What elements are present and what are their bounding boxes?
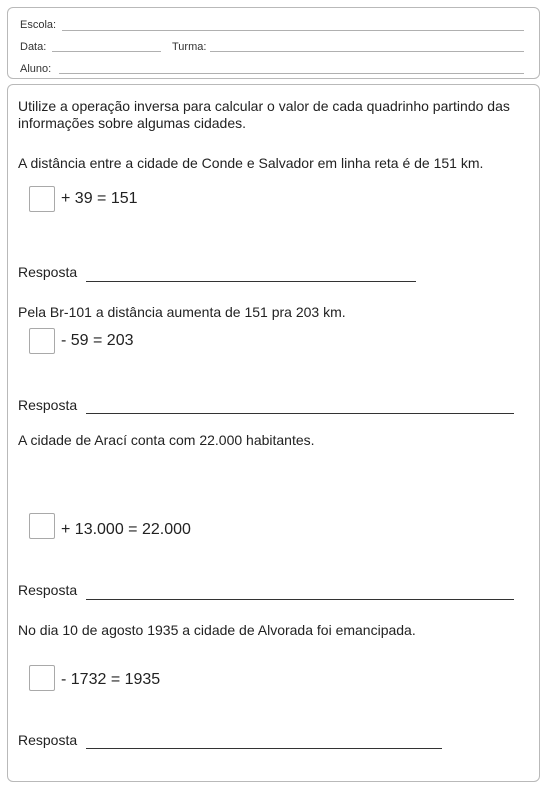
header-box	[7, 7, 540, 79]
question-4-answer-line[interactable]	[86, 748, 442, 749]
question-2-answer-box[interactable]	[29, 328, 55, 354]
instructions-text: Utilize a operação inversa para calcular o valor de cada quadrinho partindo das informações sobre algumas cidades.	[18, 98, 510, 131]
question-3-answer-label: Resposta	[18, 582, 78, 598]
student-label: Aluno:	[20, 63, 52, 75]
school-label: Escola:	[20, 19, 57, 31]
question-3-answer-line[interactable]	[86, 599, 514, 600]
class-field[interactable]	[210, 51, 524, 52]
question-3-statement: A cidade de Arací conta com 22.000 habitantes.	[18, 432, 315, 448]
question-1-statement: A distância entre a cidade de Conde e Salvador em linha reta é de 151 km.	[18, 155, 484, 171]
student-field[interactable]	[59, 73, 524, 74]
question-4-answer-label: Resposta	[18, 732, 78, 748]
class-label: Turma:	[172, 41, 207, 53]
question-1-answer-label: Resposta	[18, 264, 78, 280]
school-field[interactable]	[62, 30, 524, 31]
question-4-equation: - 1732 = 1935	[61, 671, 161, 688]
question-3-equation: + 13.000 = 22.000	[61, 521, 191, 538]
question-2-statement: Pela Br-101 a distância aumenta de 151 pra 203 km.	[18, 304, 346, 320]
question-1-equation: + 39 = 151	[61, 190, 138, 207]
date-field[interactable]	[52, 51, 161, 52]
question-2-answer-label: Resposta	[18, 397, 78, 413]
question-3-answer-box[interactable]	[29, 513, 55, 539]
question-4-answer-box[interactable]	[29, 665, 55, 691]
question-2-equation: - 59 = 203	[61, 332, 134, 349]
question-1-answer-box[interactable]	[29, 186, 55, 212]
question-1-answer-line[interactable]	[86, 281, 416, 282]
date-label: Data:	[20, 41, 47, 53]
question-2-answer-line[interactable]	[86, 413, 514, 414]
question-4-statement: No dia 10 de agosto 1935 a cidade de Alvorada foi emancipada.	[18, 622, 416, 638]
